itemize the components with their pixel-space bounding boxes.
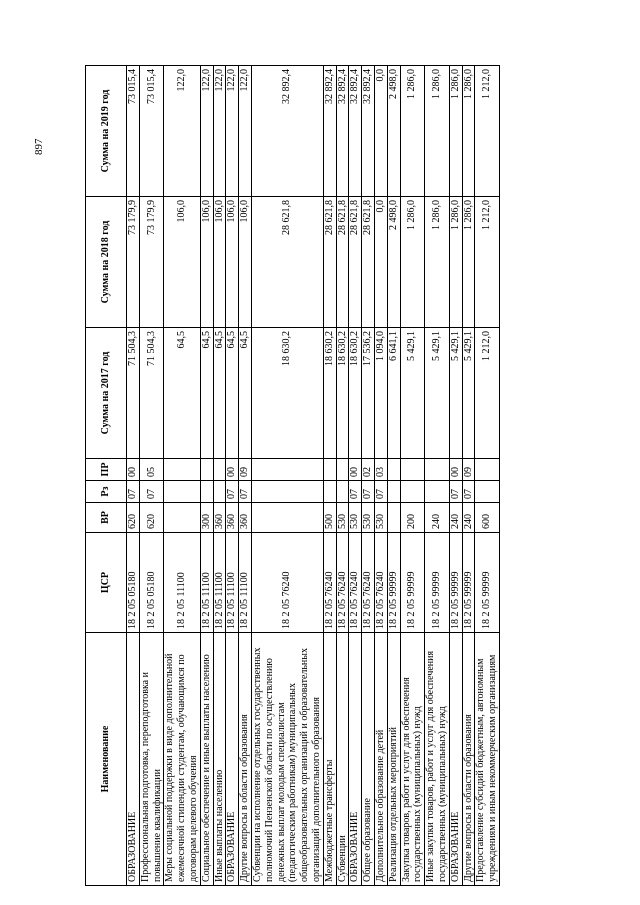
cell-sum-2018: 106,0 <box>213 197 226 328</box>
cell-sum-2019: 122,0 <box>239 66 252 197</box>
cell-sum-2017: 5 429,1 <box>462 328 475 459</box>
cell-pr: 05 <box>139 459 164 481</box>
cell-name: ОБРАЗОВАНИЕ <box>226 633 239 886</box>
cell-name: Социальное обеспечение и иные выплаты населению <box>200 633 213 886</box>
cell-sum-2018: 28 621,8 <box>349 197 362 328</box>
cell-sum-2019: 73 015,4 <box>127 66 140 197</box>
table-row <box>200 66 213 886</box>
header-pr: ПР <box>86 459 127 481</box>
cell-sum-2019: 1 286,0 <box>462 66 475 197</box>
page-number <box>0 0 45 905</box>
table-row <box>213 66 226 886</box>
cell-rz: 07 <box>374 481 387 503</box>
cell-pr <box>213 459 226 481</box>
cell-csr: 18 2 05 11100 <box>213 533 226 633</box>
cell-vr: 360 <box>213 503 226 533</box>
header-rz: Рз <box>86 481 127 503</box>
cell-sum-2019: 122,0 <box>226 66 239 197</box>
header-name: Наименование <box>86 633 127 886</box>
cell-sum-2018: 1 286,0 <box>400 197 425 328</box>
cell-csr: 18 2 05 11100 <box>239 533 252 633</box>
cell-vr: 620 <box>127 503 140 533</box>
cell-name: Предоставление субсидий бюджетным, автономным учреждениям и иным некоммерческим организациям <box>475 633 500 886</box>
cell-vr: 500 <box>323 503 336 533</box>
header-sum-2018: Сумма на 2018 год <box>86 197 127 328</box>
cell-csr: 18 2 05 76240 <box>251 533 323 633</box>
cell-vr: 530 <box>336 503 349 533</box>
cell-rz <box>425 481 450 503</box>
cell-name: Дополнительное образование детей <box>374 633 387 886</box>
cell-vr <box>164 503 200 533</box>
cell-rz <box>164 481 200 503</box>
cell-vr: 530 <box>374 503 387 533</box>
table-row <box>387 66 400 886</box>
table-row <box>349 66 362 886</box>
table-row <box>251 66 323 886</box>
cell-csr: 18 2 05 76240 <box>323 533 336 633</box>
cell-sum-2019: 73 015,4 <box>139 66 164 197</box>
cell-sum-2019: 1 286,0 <box>449 66 462 197</box>
cell-rz <box>213 481 226 503</box>
cell-name: Общее образование <box>362 633 375 886</box>
table-row <box>127 66 140 886</box>
cell-sum-2019: 32 892,4 <box>251 66 323 197</box>
cell-sum-2018: 0,0 <box>374 197 387 328</box>
cell-sum-2019: 32 892,4 <box>336 66 349 197</box>
page-number-text: 897 <box>33 138 45 155</box>
cell-sum-2018: 1 286,0 <box>462 197 475 328</box>
cell-sum-2017: 18 630,2 <box>323 328 336 459</box>
cell-sum-2017: 5 429,1 <box>449 328 462 459</box>
cell-name: Профессиональная подготовка, переподготовка и повышение квалификации <box>139 633 164 886</box>
cell-pr <box>164 459 200 481</box>
cell-vr: 200 <box>400 503 425 533</box>
table-row <box>374 66 387 886</box>
header-sum-2019: Сумма на 2019 год <box>86 66 127 197</box>
cell-sum-2017: 18 630,2 <box>336 328 349 459</box>
cell-pr <box>400 459 425 481</box>
cell-sum-2017: 71 504,3 <box>139 328 164 459</box>
cell-sum-2018: 73 179,9 <box>139 197 164 328</box>
cell-sum-2017: 18 630,2 <box>349 328 362 459</box>
cell-name: Реализация отдельных мероприятий <box>387 633 400 886</box>
cell-rz <box>400 481 425 503</box>
cell-name: Иные выплаты населению <box>213 633 226 886</box>
table-row <box>462 66 475 886</box>
cell-sum-2019: 122,0 <box>213 66 226 197</box>
cell-pr <box>251 459 323 481</box>
cell-pr: 03 <box>374 459 387 481</box>
table-row <box>139 66 164 886</box>
cell-csr: 18 2 05 05180 <box>139 533 164 633</box>
cell-rz: 07 <box>139 481 164 503</box>
cell-sum-2019: 2 498,0 <box>387 66 400 197</box>
cell-pr: 09 <box>462 459 475 481</box>
cell-rz <box>251 481 323 503</box>
cell-vr: 240 <box>462 503 475 533</box>
cell-vr: 620 <box>139 503 164 533</box>
cell-sum-2017: 17 536,2 <box>362 328 375 459</box>
cell-sum-2018: 106,0 <box>164 197 200 328</box>
cell-rz <box>387 481 400 503</box>
cell-pr <box>475 459 500 481</box>
cell-sum-2019: 32 892,4 <box>349 66 362 197</box>
cell-name: ОБРАЗОВАНИЕ <box>127 633 140 886</box>
table-row <box>449 66 462 886</box>
cell-csr: 18 2 05 76240 <box>374 533 387 633</box>
header-vr: ВР <box>86 503 127 533</box>
cell-pr <box>336 459 349 481</box>
cell-name: ОБРАЗОВАНИЕ <box>449 633 462 886</box>
cell-pr: 00 <box>127 459 140 481</box>
cell-vr: 240 <box>425 503 450 533</box>
cell-name: Другие вопросы в области образования <box>239 633 252 886</box>
cell-pr: 00 <box>449 459 462 481</box>
table-row <box>425 66 450 886</box>
cell-rz: 07 <box>449 481 462 503</box>
cell-name: Меры социальной поддержки в виде дополнительной ежемесячной стипендии студентам, обучающимся по договорам целевого обучения <box>164 633 200 886</box>
cell-csr: 18 2 05 99999 <box>462 533 475 633</box>
cell-csr: 18 2 05 99999 <box>387 533 400 633</box>
cell-name: Субвенции <box>336 633 349 886</box>
cell-vr: 530 <box>362 503 375 533</box>
cell-csr: 18 2 05 76240 <box>349 533 362 633</box>
table-row <box>475 66 500 886</box>
cell-sum-2019: 122,0 <box>164 66 200 197</box>
cell-sum-2017: 6 641,1 <box>387 328 400 459</box>
cell-csr: 18 2 05 76240 <box>362 533 375 633</box>
cell-vr: 360 <box>226 503 239 533</box>
cell-pr: 00 <box>349 459 362 481</box>
cell-sum-2019: 122,0 <box>200 66 213 197</box>
budget-table-container <box>85 66 565 886</box>
cell-sum-2017: 71 504,3 <box>127 328 140 459</box>
cell-sum-2018: 106,0 <box>226 197 239 328</box>
cell-name: Другие вопросы в области образования <box>462 633 475 886</box>
cell-name: Иные закупки товаров, работ и услуг для обеспечения государственных (муниципальных) нужд <box>425 633 450 886</box>
cell-csr: 18 2 05 76240 <box>336 533 349 633</box>
cell-sum-2017: 64,5 <box>200 328 213 459</box>
header-sum-2017: Сумма на 2017 год <box>86 328 127 459</box>
cell-pr <box>387 459 400 481</box>
cell-sum-2018: 28 621,8 <box>336 197 349 328</box>
cell-sum-2017: 5 429,1 <box>400 328 425 459</box>
cell-sum-2017: 64,5 <box>164 328 200 459</box>
cell-name: Субвенции на исполнение отдельных государственных полномочий Пензенской области по осуществлению денежных выплат молодым специалистам (педагогическим работникам) муниципальных общеобразовательных организаций и образовательных организаций дополнительного образования <box>251 633 323 886</box>
cell-sum-2017: 1 212,0 <box>475 328 500 459</box>
table-row <box>400 66 425 886</box>
table-row <box>226 66 239 886</box>
table-row <box>336 66 349 886</box>
cell-name: Закупка товаров, работ и услуг для обеспечения государственных (муниципальных) нужд <box>400 633 425 886</box>
cell-csr: 18 2 05 99999 <box>425 533 450 633</box>
cell-pr <box>323 459 336 481</box>
cell-sum-2019: 1 286,0 <box>400 66 425 197</box>
table-row <box>164 66 200 886</box>
cell-rz: 07 <box>349 481 362 503</box>
cell-rz: 07 <box>226 481 239 503</box>
cell-sum-2017: 5 429,1 <box>425 328 450 459</box>
cell-pr <box>200 459 213 481</box>
cell-csr: 18 2 05 11100 <box>164 533 200 633</box>
cell-sum-2018: 28 621,8 <box>362 197 375 328</box>
table-row <box>239 66 252 886</box>
cell-vr: 240 <box>449 503 462 533</box>
cell-rz <box>336 481 349 503</box>
table-row <box>323 66 336 886</box>
cell-sum-2019: 32 892,4 <box>362 66 375 197</box>
cell-vr: 530 <box>349 503 362 533</box>
cell-vr <box>387 503 400 533</box>
cell-csr: 18 2 05 11100 <box>200 533 213 633</box>
cell-rz: 07 <box>127 481 140 503</box>
cell-sum-2018: 106,0 <box>239 197 252 328</box>
cell-sum-2017: 64,5 <box>213 328 226 459</box>
table-row <box>362 66 375 886</box>
budget-table <box>85 65 500 886</box>
header-row <box>86 66 127 886</box>
cell-vr: 300 <box>200 503 213 533</box>
cell-vr <box>251 503 323 533</box>
cell-sum-2018: 28 621,8 <box>323 197 336 328</box>
cell-sum-2018: 1 286,0 <box>425 197 450 328</box>
cell-pr: 09 <box>239 459 252 481</box>
cell-sum-2017: 64,5 <box>226 328 239 459</box>
cell-sum-2018: 2 498,0 <box>387 197 400 328</box>
cell-pr <box>425 459 450 481</box>
cell-csr: 18 2 05 99999 <box>475 533 500 633</box>
header-csr: ЦСР <box>86 533 127 633</box>
cell-rz <box>200 481 213 503</box>
cell-sum-2019: 1 286,0 <box>425 66 450 197</box>
table-body <box>127 66 500 886</box>
cell-csr: 18 2 05 99999 <box>400 533 425 633</box>
cell-rz: 07 <box>239 481 252 503</box>
cell-sum-2019: 0,0 <box>374 66 387 197</box>
cell-vr: 600 <box>475 503 500 533</box>
cell-csr: 18 2 05 11100 <box>226 533 239 633</box>
cell-sum-2018: 106,0 <box>200 197 213 328</box>
cell-rz <box>475 481 500 503</box>
cell-rz: 07 <box>362 481 375 503</box>
cell-sum-2018: 1 212,0 <box>475 197 500 328</box>
cell-sum-2019: 1 212,0 <box>475 66 500 197</box>
cell-sum-2018: 73 179,9 <box>127 197 140 328</box>
cell-sum-2018: 1 286,0 <box>449 197 462 328</box>
cell-pr: 00 <box>226 459 239 481</box>
cell-sum-2017: 18 630,2 <box>251 328 323 459</box>
cell-sum-2017: 1 094,0 <box>374 328 387 459</box>
table-header <box>86 66 127 886</box>
cell-sum-2018: 28 621,8 <box>251 197 323 328</box>
cell-pr: 02 <box>362 459 375 481</box>
cell-rz: 07 <box>462 481 475 503</box>
cell-name: Межбюджетные трансферты <box>323 633 336 886</box>
cell-name: ОБРАЗОВАНИЕ <box>349 633 362 886</box>
cell-csr: 18 2 05 05180 <box>127 533 140 633</box>
cell-rz <box>323 481 336 503</box>
cell-csr: 18 2 05 99999 <box>449 533 462 633</box>
cell-sum-2019: 32 892,4 <box>323 66 336 197</box>
cell-sum-2017: 64,5 <box>239 328 252 459</box>
cell-vr: 360 <box>239 503 252 533</box>
